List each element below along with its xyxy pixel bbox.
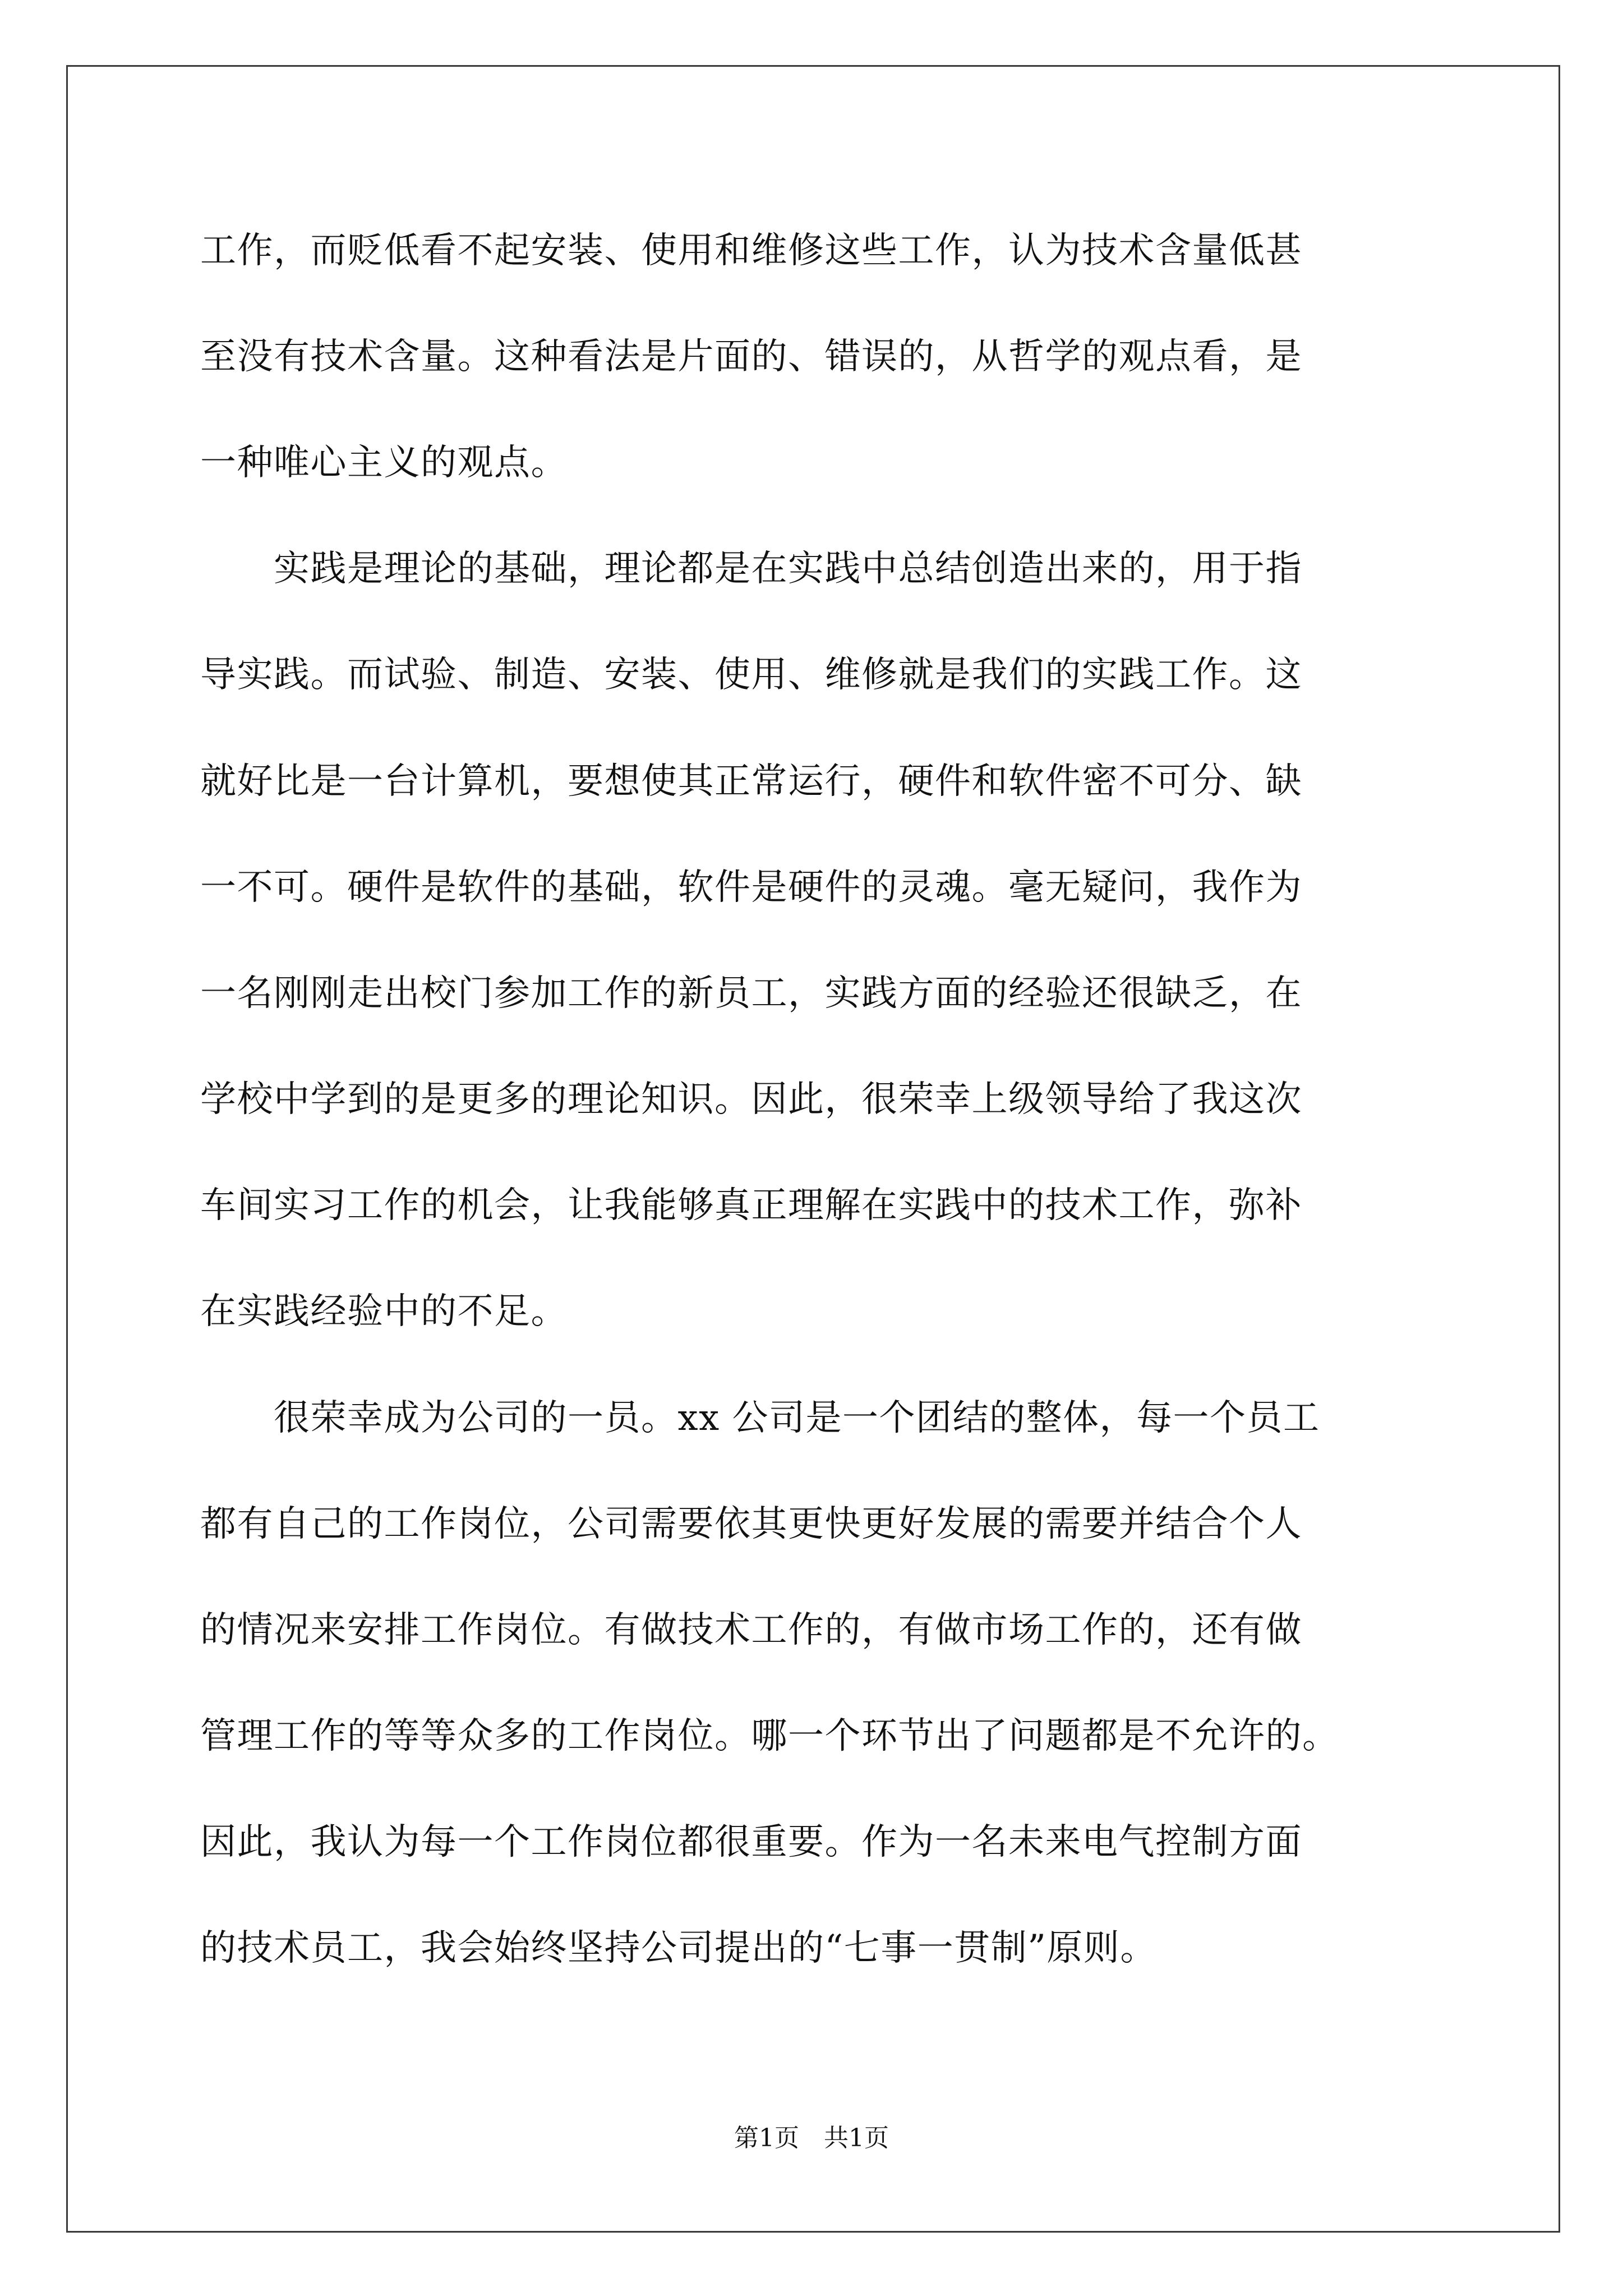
page-footer: 第1页 共1页 bbox=[734, 2124, 889, 2152]
text-line: 至没有技术含量。这种看法是片面的、错误的，从哲学的观点看，是 bbox=[200, 336, 1302, 378]
page-border bbox=[66, 65, 1560, 2233]
text-line: 一种唯心主义的观点。 bbox=[200, 442, 568, 484]
text-line: 工作，而贬低看不起安装、使用和维修这些工作，认为技术含量低甚 bbox=[200, 230, 1302, 272]
text-line: 很荣幸成为公司的一员。xx 公司是一个团结的整体，每一个员工 bbox=[200, 1397, 1320, 1439]
text-line: 在实践经验中的不足。 bbox=[200, 1291, 568, 1332]
text-line: 车间实习工作的机会，让我能够真正理解在实践中的技术工作，弥补 bbox=[200, 1185, 1302, 1226]
text-line: 学校中学到的是更多的理论知识。因此，很荣幸上级领导给了我这次 bbox=[200, 1079, 1302, 1120]
text-line: 管理工作的等等众多的工作岗位。哪一个环节出了问题都是不允许的。 bbox=[200, 1715, 1339, 1757]
text-line: 一不可。硬件是软件的基础，软件是硬件的灵魂。毫无疑问，我作为 bbox=[200, 867, 1302, 908]
text-line: 的情况来安排工作岗位。有做技术工作的，有做市场工作的，还有做 bbox=[200, 1609, 1302, 1651]
text-line: 一名刚刚走出校门参加工作的新员工，实践方面的经验还很缺乏，在 bbox=[200, 973, 1302, 1014]
text-line: 都有自己的工作岗位，公司需要依其更快更好发展的需要并结合个人 bbox=[200, 1503, 1302, 1545]
text-line: 就好比是一台计算机，要想使其正常运行，硬件和软件密不可分、缺 bbox=[200, 761, 1302, 802]
text-line: 的技术员工，我会始终坚持公司提出的“七事一贯制”原则。 bbox=[200, 1927, 1157, 1969]
text-line: 导实践。而试验、制造、安装、使用、维修就是我们的实践工作。这 bbox=[200, 654, 1302, 696]
text-line: 实践是理论的基础，理论都是在实践中总结创造出来的，用于指 bbox=[200, 548, 1302, 590]
text-line: 因此，我认为每一个工作岗位都很重要。作为一名未来电气控制方面 bbox=[200, 1821, 1302, 1863]
